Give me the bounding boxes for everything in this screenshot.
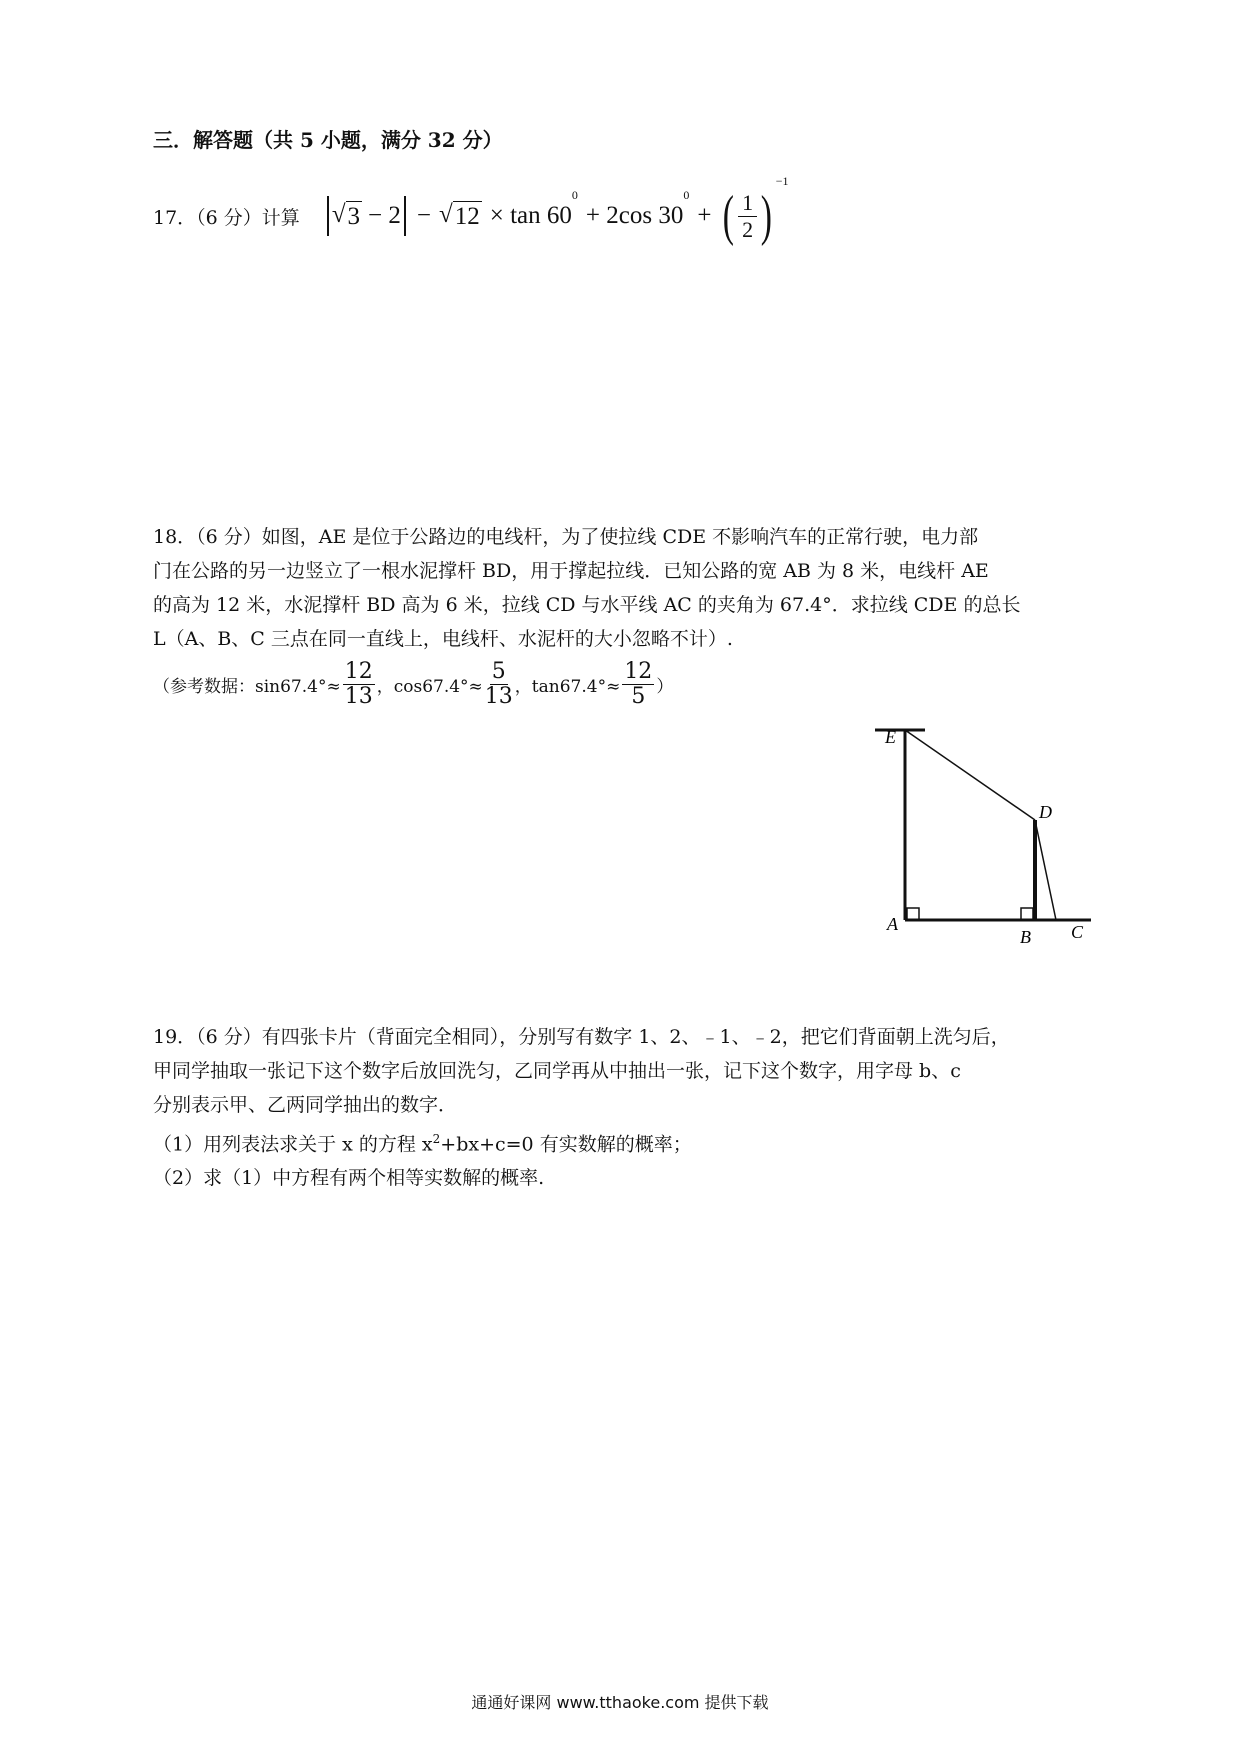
- q19-part-2: （2）求（1）中方程有两个相等实数解的概率.: [153, 1167, 545, 1190]
- minus-sign: −: [416, 202, 432, 229]
- q17-expression: [324, 174, 789, 247]
- q19-line-1: 19．（6 分）有四张卡片（背面完全相同），分别写有数字 1、2、﹣1、﹣2，把它们背面朝上洗匀后，: [153, 1026, 1010, 1048]
- question-17: [153, 174, 789, 247]
- label-c: C: [1071, 922, 1084, 942]
- q18-reference-data: [153, 660, 673, 709]
- abs-right-bar: [404, 196, 406, 236]
- sin-fraction: $\frac{12}{13}$: [344, 659, 373, 709]
- tan-label: ，tan67.4°≈: [514, 677, 621, 697]
- cos-label: ，cos67.4°≈: [376, 677, 483, 697]
- q18-line-3: 的高为 12 米，水泥撑杆 BD 高为 6 米，拉线 CD 与水平线 AC 的夹角为 67.4°．求拉线 CDE 的总长: [153, 594, 1021, 616]
- cos-fraction: $\frac{5}{13}$: [484, 659, 513, 709]
- question-18: [153, 520, 1093, 656]
- right-paren: ): [760, 185, 773, 247]
- degree-2: 0: [683, 188, 690, 202]
- sqrt-3: √ 3: [331, 200, 361, 230]
- question-19: [153, 1020, 1093, 1195]
- q17-label: 17．（6 分）计算: [153, 206, 300, 229]
- footer: 通通好课网 www.tthaoke.com 提供下载: [471, 1693, 769, 1712]
- left-paren: (: [723, 185, 735, 247]
- wire-dc: [1035, 820, 1056, 920]
- pole-diagram: [865, 715, 1105, 950]
- sqrt-12: √ 12: [439, 200, 480, 230]
- tan-fraction: $\frac{12}{5}$: [624, 659, 653, 709]
- right-angle-a: [907, 908, 919, 920]
- plus-2cos: + 2cos 30: [585, 202, 684, 229]
- q19-line-3: 分别表示甲、乙两同学抽出的数字．: [153, 1094, 458, 1116]
- abs-left-bar: [327, 196, 329, 236]
- q18-line-2: 门在公路的另一边竖立了一根水泥撑杆 BD，用于撑起拉线．已知公路的宽 AB 为 8 米，电线杆 AE: [153, 560, 989, 582]
- section-title: 三．解答题（共 5 小题，满分 32 分）: [153, 128, 503, 152]
- exponent: −1: [775, 174, 789, 188]
- times-tan: × tan 60: [489, 202, 572, 229]
- q19-part-1: （1）用列表法求关于 x 的方程 $x^2+bx+c=0$ 有实数解的概率；: [153, 1132, 692, 1156]
- minus-2: − 2: [368, 202, 401, 229]
- q19-line-2: 甲同学抽取一张记下这个数字后放回洗匀，乙同学再从中抽出一张，记下这个数字，用字母 b、c: [153, 1060, 961, 1082]
- q18-line-1: 18．（6 分）如图，AE 是位于公路边的电线杆，为了使拉线 CDE 不影响汽车的正常行驶，电力部: [153, 526, 979, 548]
- ref-suffix: ）: [656, 677, 674, 697]
- plus-sign: +: [697, 202, 712, 229]
- label-a: A: [887, 914, 898, 934]
- label-e: E: [885, 727, 896, 747]
- half-fraction: $\frac{1}{2}$: [738, 190, 757, 243]
- ref-prefix: （参考数据：sin67.4°≈: [153, 677, 341, 697]
- degree-1: 0: [571, 188, 578, 202]
- q18-line-4: L（A、B、C 三点在同一直线上，电线杆、水泥杆的大小忽略不计）.: [153, 628, 733, 650]
- label-b: B: [1020, 927, 1031, 947]
- wire-ed: [905, 730, 1035, 820]
- label-d: D: [1039, 802, 1052, 822]
- right-angle-b: [1021, 908, 1033, 920]
